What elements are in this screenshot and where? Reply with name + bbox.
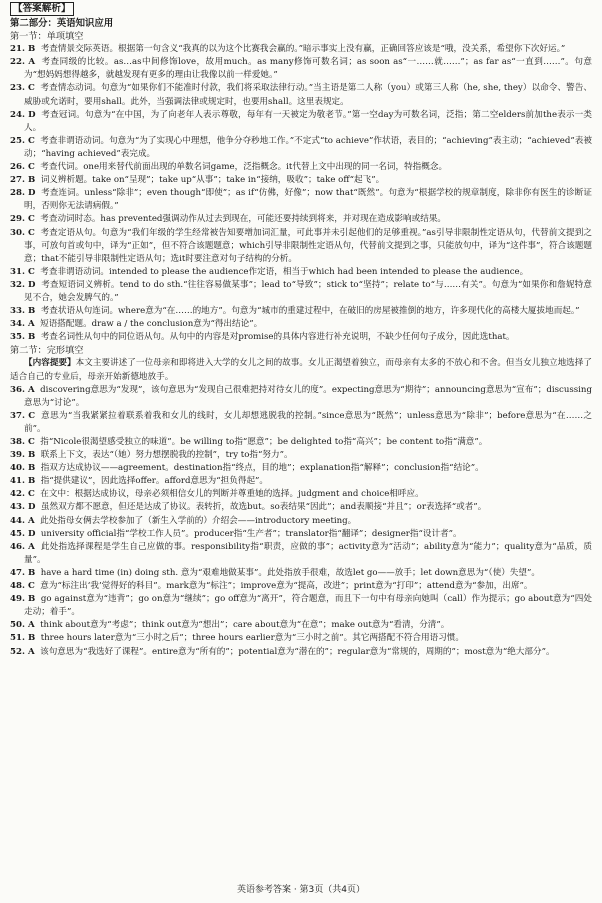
item-answer: 34. A [10, 319, 35, 330]
item-answer: 30. C [10, 227, 35, 238]
item-explanation: go against意为“违背”；go on意为“继续”；go off意为“离开”，符合题意，而且下一句中有母亲向她叫（call）作为提示；go about意为“四处走动；着手”。 [24, 594, 592, 618]
item-answer: 31. C [10, 266, 35, 277]
item-explanation: 该句意思为“我选好了课程”。entire意为“所有的”；potential意为“潜在的”；regular意为“常规的，周期的”；most意为“绝大部分”。 [40, 646, 555, 657]
item-answer: 25. C [10, 135, 35, 146]
item-answer: 36. A [10, 384, 35, 395]
item-answer: 40. B [10, 463, 36, 474]
item-explanation: 意为“标注出‘我’觉得好的科目”。mark意为“标注”；improve意为“提高，改进”；print意为“打印”；attend意为“参加，出席”。 [40, 581, 533, 592]
item-answer: 28. D [10, 188, 36, 199]
item-answer: 35. B [10, 332, 36, 343]
item-answer: 33. B [10, 306, 36, 317]
answer-item [10, 580, 592, 593]
answer-item [10, 475, 592, 488]
part-title: 第二部分：英语知识应用 [10, 18, 114, 29]
answer-item [10, 227, 592, 266]
item-explanation: 指双方达成协议——agreement。destination指“终点，目的地”；explanation指“解释”；conclusion指“结论”。 [40, 463, 484, 474]
item-explanation: 联系上下文，表达“（她）努力想摆脱我的控制”，try to指“努力”。 [40, 450, 293, 461]
answer-item [10, 135, 592, 161]
item-explanation: 虽然双方都不愿意，但还是达成了协议。表转折，故选but。so表结果“因此”；and表顺接“并且”；or表选择“或者”。 [40, 502, 487, 513]
item-answer: 24. D [10, 109, 36, 120]
answer-item [10, 541, 592, 567]
item-explanation: 考查短语词义辨析。tend to do sth.“往往容易做某事”；lead to“导致”；stick to“坚持”；relate to“与……有关”。句意为“如果你和詹妮特意见不合，她会发脾气的。” [24, 279, 592, 303]
item-explanation: 考查连词。unless“除非”；even though“即使”；as if“仿佛，好像”；now that“既然”。句意为“根据学校的规章制度，除非你有医生的诊断证明，否则你无法请病假。” [24, 188, 592, 212]
item-explanation: 考查状语从句连词。where意为“在……的地方”。句意为“城市的重建过程中，在破旧的房屋被推倒的地方，许多现代化的高楼大厦拔地而起。” [40, 306, 580, 317]
answer-item [10, 632, 592, 645]
item-answer: 27. B [10, 175, 36, 186]
item-answer: 21. B [10, 44, 36, 55]
item-explanation: 此处指母女俩去学校参加了（新生入学前的）介绍会——introductory meeting。 [40, 515, 357, 526]
item-explanation: 意思为“当我紧紧拉着联系着我和女儿的线时，女儿却想逃脱我的控制。”since意思为“既然”；unless意思为“除非”；before意思为“在……之前”。 [24, 410, 592, 434]
item-answer: 22. A [10, 57, 36, 68]
answer-item [10, 266, 592, 279]
answer-item [10, 449, 592, 462]
answer-item [10, 384, 592, 410]
answer-header: 【答案解析】 [10, 2, 74, 16]
item-explanation: 此处指选择课程是学生自己应做的事。responsibility指“职责，应做的事”；activity意为“活动”；ability意为“能力”；quality意为“品质，质量”。 [24, 541, 592, 565]
answer-item [10, 187, 592, 213]
item-answer: 37. C [10, 410, 36, 421]
answer-item [10, 331, 592, 344]
summary-label: 【内容提要】 [24, 358, 76, 369]
item-answer: 48. C [10, 581, 35, 592]
item-answer: 47. B [10, 567, 36, 578]
item-explanation: 考查非谓语动词。句意为“为了实现心中理想，他争分夺秒地工作。”不定式“to achieve”作状语，表目的；“achieving”表主动；“achieved”表被动；“having achieved”表完成。 [24, 135, 592, 159]
item-explanation: think about意为“考虑”；think out意为“想出”；care about意为“在意”；make out意为“看清，分清”。 [40, 620, 450, 631]
item-explanation: three hours later意为“三小时之后”；three hours earlier意为“三小时之前”。其它两搭配不符合用语习惯。 [40, 633, 464, 644]
answer-item [10, 161, 592, 174]
answer-item [10, 567, 592, 580]
page-footer: 英语参考答案 · 第3页（共4页） [236, 885, 366, 895]
answer-item [10, 619, 592, 632]
item-explanation: 考查情态动词。句意为“如果你们不能准时付款，我们将采取法律行动。”当主语是第二人称（you）或第三人称（he, she, they）以命令、警告、威胁或允诺时，要用shall。此外，当强调法律或规定时，也要用shall。这里表规定。 [24, 83, 592, 107]
item-answer: 52. A [10, 646, 35, 657]
item-answer: 29. C [10, 214, 35, 225]
item-answer: 41. B [10, 476, 36, 487]
answer-item [10, 515, 592, 528]
answer-item [10, 436, 592, 449]
answer-item [10, 593, 592, 619]
answer-item [10, 646, 592, 659]
item-explanation: 在文中：根据达成协议，母亲必须相信女儿的判断并尊重她的选择。judgment and choice相呼应。 [40, 489, 424, 500]
item-explanation: 考查定语从句。句意为“我们年级的学生经常被告知要增加词汇量，可此事并未引起他们的足够重视。”as引导非限制性定语从句，代替前文提到之事，可放句首或句中，译为“正如”，但不符合该题题意；which引导非限制性定语从句，代替前文提到之事，只能放句中，译为“这件事”，符合该题题意；that不能引导非限制性定语从句；选it时要注意对句子结构的分析。 [24, 227, 592, 264]
item-answer: 38. C [10, 437, 35, 447]
answer-item [10, 43, 592, 56]
item-answer: 39. B [10, 450, 36, 461]
answer-item [10, 528, 592, 541]
answer-item [10, 174, 592, 187]
item-explanation: 考查非谓语动词。intended to please the audience作定语，相当于which had been intended to please the audience。 [40, 266, 529, 277]
answer-item [10, 109, 592, 135]
item-answer: 49. B [10, 594, 36, 605]
answer-page [10, 2, 592, 659]
item-answer: 26. C [10, 162, 35, 173]
answer-item [10, 305, 592, 318]
item-explanation: 指“提供建议”，因此选择offer。afford意思为“担负得起”。 [40, 476, 269, 487]
answer-item [10, 318, 592, 331]
answer-item [10, 488, 592, 501]
item-explanation: discovering意思为“发现”，该句意思为“发现自己很难把持对待女儿的度”。expecting意思为“期待”；announcing意思为“宣布”；discussing意思为“讨论”。 [24, 384, 592, 408]
item-explanation: 考查名词性从句中的同位语从句。从句中的内容是对promise的具体内容进行补充说明，不缺少任何句子成分，因此选that。 [40, 332, 515, 343]
item-explanation: 短语搭配题。draw a / the conclusion意为“得出结论”。 [40, 319, 263, 330]
section2-list [10, 384, 592, 659]
item-explanation: 词义辨析题。take on“呈现”；take up“从事”；take in“接纳，吸收”；take off“起飞”。 [40, 175, 385, 186]
item-explanation: 考查动词时态。has prevented强调动作从过去到现在，可能还要持续到将来，并对现在造成影响或结果。 [40, 214, 447, 225]
item-explanation: 指“Nicole很渴望感受独立的味道”。be willing to指“愿意”；be delighted to指“高兴”；be content to指“满意”。 [40, 437, 488, 447]
section2-title: 第二节：完形填空 [10, 345, 84, 357]
summary-paragraph [10, 357, 592, 383]
item-answer: 45. D [10, 528, 36, 539]
answer-item [10, 501, 592, 514]
answer-item [10, 213, 592, 226]
item-answer: 46. A [10, 541, 35, 552]
section1-list [10, 43, 592, 344]
item-explanation: 考查代词。one用来替代前面出现的单数名词game，泛指概念。it代替上文中出现的同一名词，特指概念。 [40, 162, 448, 173]
answer-item [10, 82, 592, 108]
answer-item [10, 56, 592, 82]
item-answer: 42. C [10, 489, 35, 500]
item-answer: 43. D [10, 502, 36, 513]
answer-item [10, 462, 592, 475]
item-explanation: 考查情景交际英语。根据第一句含义“我真的以为这个比赛我会赢的。”暗示事实上没有赢，正确回答应该是“哦，没关系，希望你下次好运。” [40, 44, 566, 55]
item-answer: 44. A [10, 515, 35, 526]
item-explanation: 考查同级的比较。as…as中间修饰love，故用much。as many修饰可数名词；as soon as“一……就……”；as far as“一直到……”。句意为“想妈妈想得越多，就越发现有更多的理由让我像以前一样爱她。” [24, 57, 593, 81]
item-explanation: have a hard time (in) doing sth. 意为“艰难地做某事”。此处指放手很难，故选let go——放手；let down意思为“（使）失望”。 [40, 567, 540, 578]
answer-item [10, 279, 592, 305]
section1-title: 第一节：单项填空 [10, 31, 84, 43]
item-explanation: 考查冠词。句意为“在中国，为了向老年人表示尊敬，每年有一天被定为敬老节。”第一空day为可数名词，泛指；第二空elders前加the表示一类人。 [24, 109, 592, 133]
item-answer: 23. C [10, 83, 35, 94]
item-explanation: university official指“学校工作人员”。producer指“生产者”；translator指“翻译”；designer指“设计者”。 [40, 528, 462, 539]
item-answer: 50. A [10, 620, 35, 631]
summary-text: 本文主要讲述了一位母亲和即将进入大学的女儿之间的故事。女儿正渴望着独立，而母亲有太多的不放心和不舍。但当女儿独立地选择了适合自己的专业后，母亲开始新德地放手。 [10, 358, 592, 382]
item-answer: 32. D [10, 279, 36, 290]
item-answer: 51. B [10, 633, 36, 644]
answer-item [10, 410, 592, 436]
